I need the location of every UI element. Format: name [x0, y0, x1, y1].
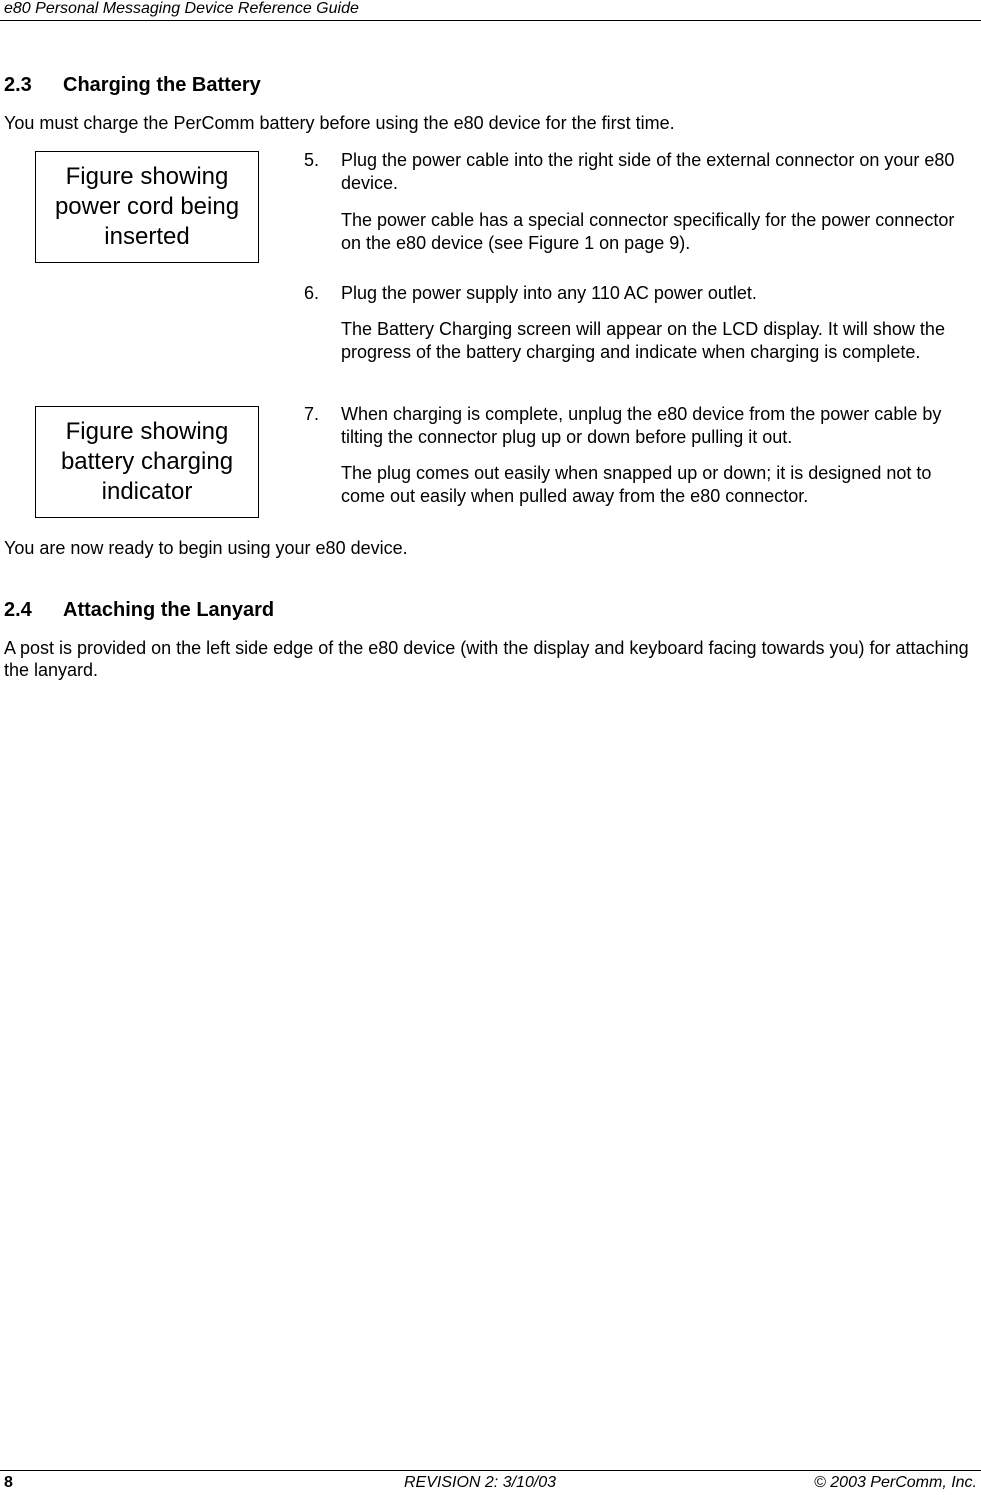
- figure-placeholder-power-cord: [35, 151, 259, 263]
- step-5-note: The power cable has a special connector specifically for the power connector on the e80 device (see Figure 1 on page 9).: [341, 210, 955, 253]
- step-text: Plug the power supply into any 110 AC power outlet.: [341, 283, 757, 303]
- step-number: 5.: [304, 150, 320, 170]
- step-number: 6.: [304, 283, 320, 303]
- step-6-note: The Battery Charging screen will appear on the LCD display. It will show the progress of the battery charging and indicate when charging is complete.: [341, 319, 945, 362]
- section-title: Attaching the Lanyard: [63, 599, 275, 621]
- figure-placeholder-charging-indicator: [35, 406, 259, 518]
- figure-caption: Figure showing power cord being inserted: [54, 163, 240, 250]
- step-6: [304, 282, 974, 305]
- footer-divider: [0, 1470, 981, 1471]
- header-divider: [0, 20, 981, 21]
- step-text: When charging is complete, unplug the e80 device from the power cable by tilting the connector plug up or down before pulling it out.: [341, 404, 942, 447]
- section-heading-2-3: [4, 73, 261, 97]
- section-number: 2.4: [4, 599, 32, 621]
- closing-paragraph: You are now ready to begin using your e80 device.: [4, 538, 408, 558]
- step-7: [304, 403, 974, 449]
- section-title: Charging the Battery: [63, 74, 261, 96]
- revision-label: REVISION 2: 3/10/03: [404, 1474, 557, 1491]
- lanyard-paragraph: A post is provided on the left side edge of the e80 device (with the display and keyboard facing towards you) for attaching the lanyard.: [4, 638, 969, 680]
- step-7-note: The plug comes out easily when snapped up or down; it is designed not to come out easily when pulled away from the e80 connector.: [341, 463, 932, 506]
- intro-paragraph: You must charge the PerComm battery before using the e80 device for the first time.: [4, 113, 675, 133]
- copyright-notice: © 2003 PerComm, Inc.: [814, 1474, 977, 1491]
- page-number: 8: [4, 1474, 13, 1491]
- step-text: Plug the power cable into the right side of the external connector on your e80 device.: [341, 150, 955, 193]
- figure-caption: Figure showing battery charging indicator: [60, 418, 234, 505]
- step-number: 7.: [304, 404, 320, 424]
- section-number: 2.3: [4, 74, 32, 96]
- section-heading-2-4: [4, 598, 274, 622]
- step-5: [304, 149, 974, 195]
- running-header: e80 Personal Messaging Device Reference Guide: [4, 0, 359, 17]
